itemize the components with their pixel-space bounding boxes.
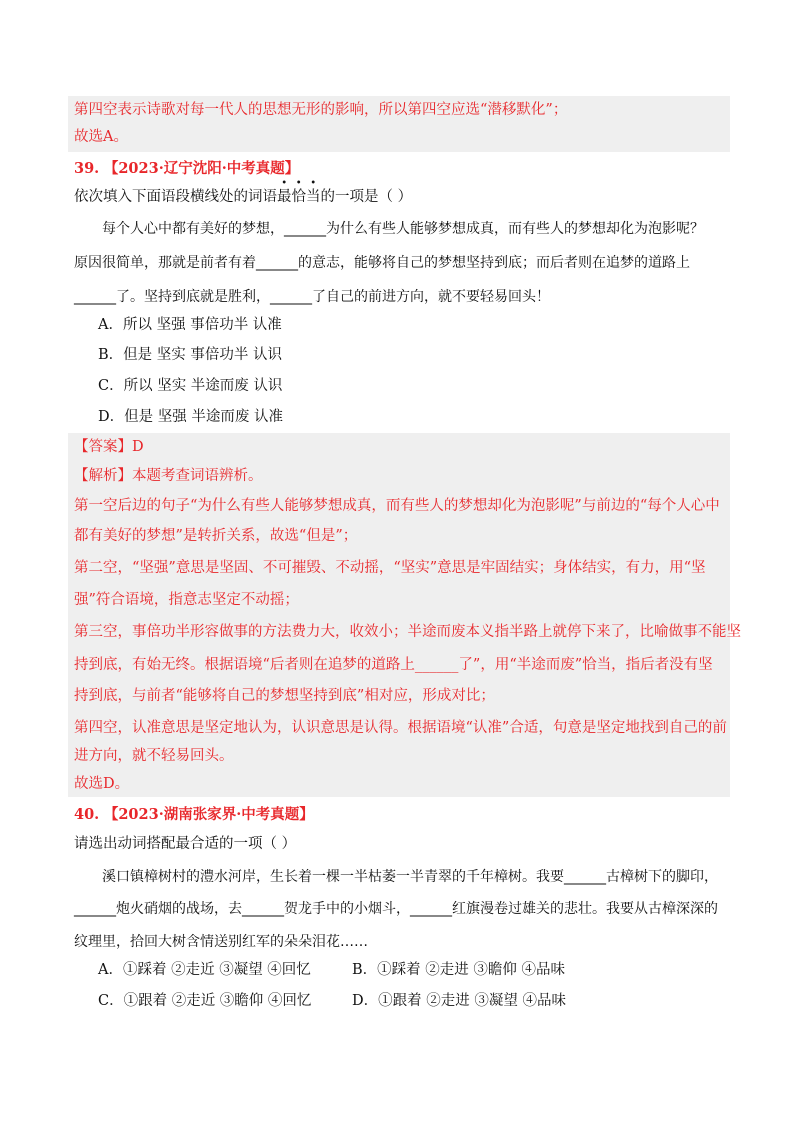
q39-option-a: A．所以 坚强 事倍功半 认准: [98, 317, 282, 333]
q39-answer-shade: [68, 433, 730, 797]
q39-analysis-line: 第四空，认准意思是坚定地认为，认识意思是认得。根据语境“认准”合适，句意是坚定地找到自己的前: [74, 720, 727, 736]
q40-passage-line: 纹理里，拾回大树含情送别红军的朵朵泪花……: [74, 934, 368, 950]
emphasis-char: 当: [306, 189, 321, 205]
q39-analysis-label: 【解析】本题考查词语辨析。: [74, 468, 263, 484]
q39-passage-line: 每个人心中都有美好的梦想，______为什么有些人能够梦想成真，而有些人的梦想却化为泡影呢？: [102, 221, 704, 237]
q39-header: [74, 159, 299, 179]
prev-conclusion: 故选A。: [74, 129, 128, 145]
q39-analysis-line: 强”符合语境，指意志坚定不动摇；: [74, 592, 299, 608]
q39-analysis-line: 第一空后边的句子“为什么有些人能够梦想成真，而有些人的梦想却化为泡影呢”与前边的“每个人心中: [74, 498, 720, 514]
q39-analysis-line: 第二空，“坚强”意思是坚固、不可摧毁、不动摇，“坚实”意思是牢固结实；身体结实，有力，用“坚: [74, 560, 706, 576]
q40-source: 【2023·湖南张家界·中考真题】: [103, 806, 314, 823]
q39-analysis-line: 都有美好的梦想”是转折关系，故选“但是”；: [74, 528, 358, 544]
q39-analysis-line: 持到底，有始无终。根据语境“后者则在追梦的道路上______了”，用“半途而废”恰当，指后者没有坚: [74, 657, 713, 673]
q40-passage-line: ______炮火硝烟的战场，去______贺龙手中的小烟斗，______红旗漫卷过雄关的悲壮。我要从古樟深深的: [74, 901, 718, 917]
q39-conclusion: 故选D。: [74, 776, 130, 792]
q39-number: 39.: [74, 160, 100, 177]
q39-stem-post: 的一项是（ ）: [320, 189, 413, 205]
emphasis-char: 恰: [291, 189, 306, 205]
q40-option-c: C．①跟着 ②走近 ③瞻仰 ④回忆: [98, 993, 312, 1009]
q40-option-b: B．①踩着 ②走进 ③瞻仰 ④品味: [352, 962, 565, 978]
q39-passage-line: 原因很简单，那就是前者有着______的意志，能够将自己的梦想坚持到底；而后者则在追梦的道路上: [74, 255, 690, 271]
q39-answer: 【答案】D: [74, 439, 144, 455]
q39-option-c: C．所以 坚实 半途而废 认识: [98, 378, 283, 394]
prev-analysis-line: 第四空表示诗歌对每一代人的思想无形的影响，所以第四空应选“潜移默化”；: [74, 102, 568, 118]
q40-number: 40.: [74, 806, 100, 823]
q39-stem: [74, 187, 412, 207]
q40-option-a: A．①踩着 ②走近 ③凝望 ④回忆: [98, 962, 311, 978]
q40-header: [74, 805, 314, 825]
q39-option-d: D．但是 坚强 半途而废 认准: [98, 409, 283, 425]
q40-passage-line: 溪口镇樟树村的澧水河岸，生长着一棵一半枯萎一半青翠的千年樟树。我要______古樟树下的脚印，: [102, 869, 718, 885]
q39-stem-pre: 依次填入下面语段横线处的词语: [74, 189, 277, 205]
q39-analysis-line: 第三空，事倍功半形容做事的方法费力大，收效小；半途而废本义指半路上就停下来了，比喻做事不能坚: [74, 624, 741, 640]
q39-source: 【2023·辽宁沈阳·中考真题】: [103, 160, 300, 177]
q39-analysis-line: 持到底，与前者“能够将自己的梦想坚持到底”相对应，形成对比；: [74, 688, 495, 704]
q40-option-d: D．①跟着 ②走进 ③凝望 ④品味: [352, 993, 566, 1009]
q39-passage-line: ______了。坚持到底就是胜利，______了自己的前进方向，就不要轻易回头！: [74, 289, 550, 305]
q40-stem: 请选出动词搭配最合适的一项（ ）: [74, 836, 297, 852]
emphasis-char: 最: [277, 189, 292, 205]
q39-analysis-head: [74, 466, 263, 486]
q39-stem-emphasis: [277, 189, 321, 205]
q39-option-b: B．但是 坚实 事倍功半 认识: [98, 347, 282, 363]
q39-analysis-line: 进方向，就不轻易回头。: [74, 748, 234, 764]
